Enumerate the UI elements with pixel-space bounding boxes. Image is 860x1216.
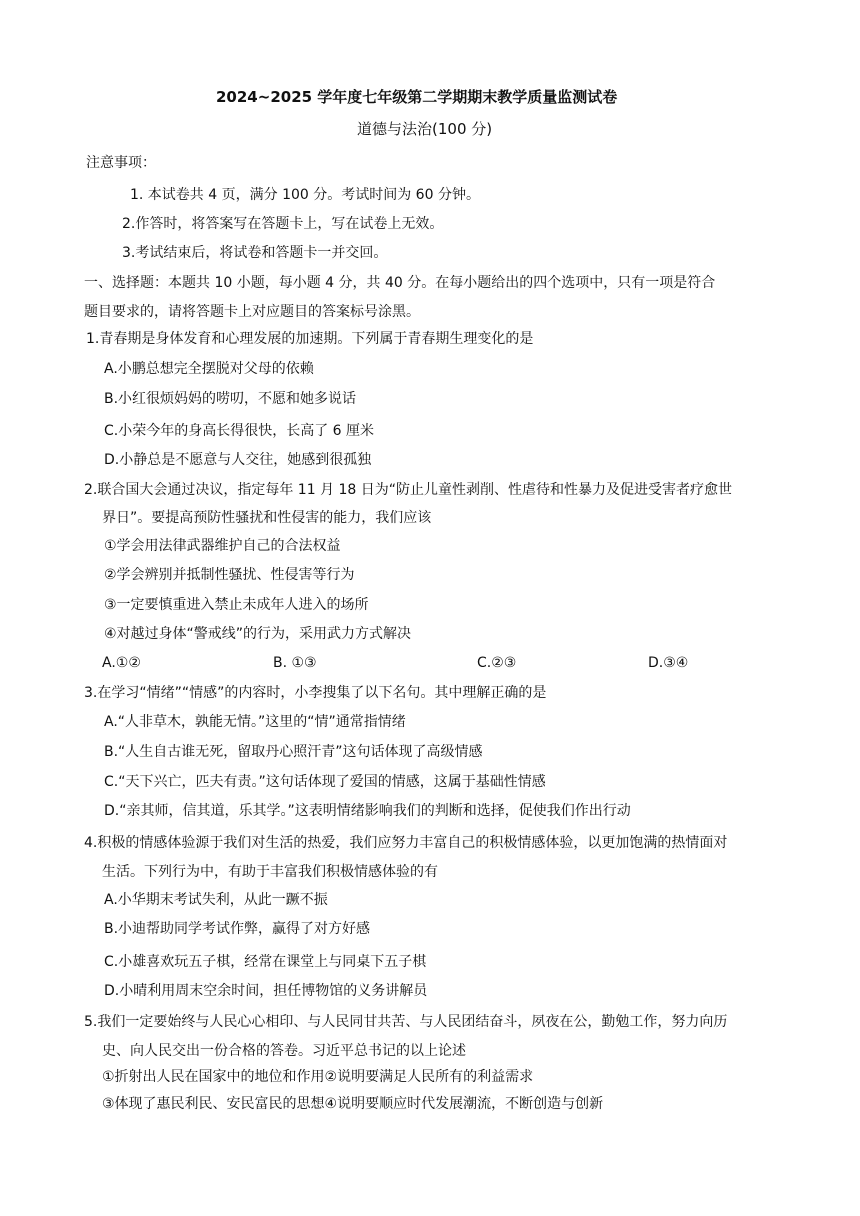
section-heading-cont: 题目要求的，请将答题卡上对应题目的答案标号涂黑。: [84, 304, 420, 320]
question-stem-cont: 界日”。要提高预防性骚扰和性侵害的能力，我们应该: [102, 510, 432, 526]
notice-item: 2.作答时，将答案写在答题卡上，写在试卷上无效。: [122, 216, 444, 232]
statement: ③一定要慎重进入禁止未成年人进入的场所: [104, 597, 369, 613]
option-d: D.“亲其师，信其道，乐其学。”这表明情绪影响我们的判断和选择，促使我们作出行动: [104, 803, 631, 819]
option-c: C.小雄喜欢玩五子棋，经常在课堂上与同桌下五子棋: [104, 954, 427, 970]
option-b: B.小红很烦妈妈的唠叨，不愿和她多说话: [104, 391, 357, 407]
option-a: A.小华期末考试失利，从此一蹶不振: [104, 892, 328, 908]
notice-heading: 注意事项：: [86, 155, 156, 171]
question-stem: 2.联合国大会通过决议，指定每年 11 月 18 日为“防止儿童性剥削、性虐待和性暴力及促进受害者疗愈世: [84, 482, 733, 498]
question-stem-cont: 生活。下列行为中，有助于丰富我们积极情感体验的有: [102, 864, 438, 880]
exam-title: 2024~2025 学年度七年级第二学期期末教学质量监测试卷: [216, 88, 618, 106]
option-d: D.小晴利用周末空余时间，担任博物馆的义务讲解员: [104, 983, 428, 999]
question-stem: 4.积极的情感体验源于我们对生活的热爱，我们应努力丰富自己的积极情感体验，以更加饱满的热情面对: [84, 835, 728, 851]
section-heading: 一、选择题：本题共 10 小题，每小题 4 分，共 40 分。在每小题给出的四个选项中，只有一项是符合: [84, 275, 716, 291]
statement: ①学会用法律武器维护自己的合法权益: [104, 538, 341, 554]
statement: ②学会辨别并抵制性骚扰、性侵害等行为: [104, 567, 355, 583]
option-d: D.小静总是不愿意与人交往，她感到很孤独: [104, 452, 372, 468]
option-a: A.小鹏总想完全摆脱对父母的依赖: [104, 361, 314, 377]
choice-a: A.①②: [102, 655, 141, 671]
question-stem: 5.我们一定要始终与人民心心相印、与人民同甘共苦、与人民团结奋斗，夙夜在公，勤勉工作，努力向历: [84, 1014, 728, 1030]
statement: ④对越过身体“警戒线”的行为，采用武力方式解决: [104, 626, 412, 642]
question-stem-cont: 史、向人民交出一份合格的答卷。习近平总书记的以上论述: [102, 1043, 466, 1059]
question-stem: 3.在学习“情绪”“情感”的内容时，小李搜集了以下名句。其中理解正确的是: [84, 685, 547, 701]
choice-c: C.②③: [477, 655, 517, 671]
notice-item: 1. 本试卷共 4 页，满分 100 分。考试时间为 60 分钟。: [130, 187, 480, 203]
choice-b: B. ①③: [273, 655, 317, 671]
option-c: C.“天下兴亡，匹夫有责。”这句话体现了爱国的情感，这属于基础性情感: [104, 774, 546, 790]
option-c: C.小荣今年的身高长得很快，长高了 6 厘米: [104, 423, 375, 439]
option-b: B.小迪帮助同学考试作弊，赢得了对方好感: [104, 921, 371, 937]
question-stem: 1.青春期是身体发育和心理发展的加速期。下列属于青春期生理变化的是: [86, 331, 534, 347]
option-a: A.“人非草木，孰能无情。”这里的“情”通常指情绪: [104, 714, 406, 730]
exam-subtitle: 道德与法治(100 分): [357, 120, 493, 138]
statement: ①折射出人民在国家中的地位和作用②说明要满足人民所有的利益需求: [102, 1069, 534, 1085]
option-b: B.“人生自古谁无死，留取丹心照汗青”这句话体现了高级情感: [104, 744, 483, 760]
notice-item: 3.考试结束后，将试卷和答题卡一并交回。: [122, 245, 388, 261]
statement: ③体现了惠民利民、安民富民的思想④说明要顺应时代发展潮流，不断创造与创新: [102, 1096, 604, 1112]
choice-d: D.③④: [648, 655, 689, 671]
